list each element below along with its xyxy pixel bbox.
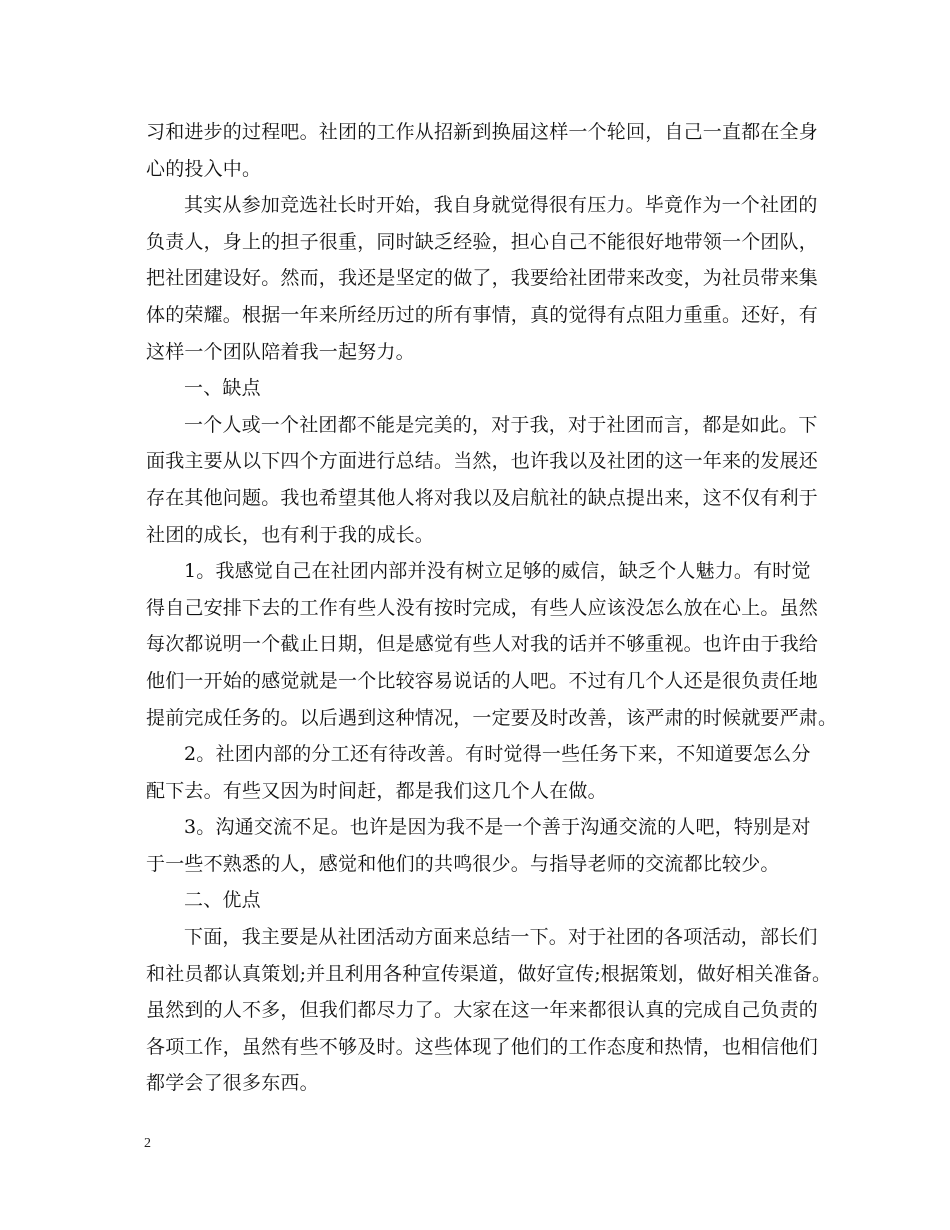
text-line: 2。社团内部的分工还有待改善。有时觉得一些任务下来，不知道要怎么分 — [184, 743, 811, 766]
heading-text: 二、优点 — [184, 889, 261, 912]
text-line: 虽然到的人不多，但我们都尽力了。大家在这一年来都很认真的完成自己负责的 — [146, 999, 819, 1022]
document-body — [146, 114, 838, 1102]
text-line: 他们一开始的感觉就是一个比较容易说话的人吧。不过有几个人还是很负责任地 — [146, 669, 819, 692]
text-line: 其实从参加竞选社长时开始，我自身就觉得很有压力。毕竟作为一个社团的 — [184, 194, 818, 217]
paragraph — [146, 553, 838, 736]
text-line: 社团的成长，也有利于我的成长。 — [146, 523, 435, 546]
text-line: 每次都说明一个截止日期，但是感觉有些人对我的话并不够重视。也许由于我给 — [146, 633, 819, 656]
text-line: 1。我感觉自己在社团内部并没有树立足够的威信，缺乏个人魅力。有时觉 — [184, 560, 811, 583]
paragraph — [146, 809, 816, 882]
paragraph — [146, 187, 819, 370]
heading-text: 一、缺点 — [184, 377, 261, 400]
paragraph — [146, 407, 819, 553]
paragraph — [146, 919, 832, 1102]
text-line: 面我主要从以下四个方面进行总结。当然，也许我以及社团的这一年来的发展还 — [146, 450, 819, 473]
text-line: 负责人，身上的担子很重，同时缺乏经验，担心自己不能很好地带领一个团队， — [146, 230, 819, 253]
text-line: 这样一个团队陪着我一起努力。 — [146, 340, 415, 363]
text-line: 都学会了很多东西。 — [146, 1072, 319, 1095]
section-heading — [146, 882, 816, 919]
text-line: 各项工作，虽然有些不够及时。这些体现了他们的工作态度和热情，也相信他们 — [146, 1035, 819, 1058]
text-line: 得自己安排下去的工作有些人没有按时完成，有些人应该没怎么放在心上。虽然 — [146, 596, 819, 619]
text-line: 提前完成任务的。以后遇到这种情况，一定要及时改善，该严肃的时候就要严肃。 — [146, 706, 838, 729]
text-line: 习和进步的过程吧。社团的工作从招新到换届这样一个轮回，自己一直都在全身 — [146, 121, 819, 143]
text-line: 配下去。有些又因为时间赶，都是我们这几个人在做。 — [146, 779, 607, 802]
paragraph — [146, 114, 819, 187]
text-line: 一个人或一个社团都不能是完美的，对于我，对于社团而言，都是如此。下 — [184, 413, 818, 436]
text-line: 3。沟通交流不足。也许是因为我不是一个善于沟通交流的人吧，特别是对 — [184, 816, 811, 839]
text-line: 心的投入中。 — [146, 157, 262, 180]
text-line: 存在其他问题。我也希望其他人将对我以及启航社的缺点提出来，这不仅有利于 — [146, 486, 819, 509]
text-line: 体的荣耀。根据一年来所经历过的所有事情，真的觉得有点阻力重重。还好，有 — [146, 303, 819, 326]
page-number: 2 — [144, 1136, 151, 1151]
text-line: 下面，我主要是从社团活动方面来总结一下。对于社团的各项活动，部长们 — [184, 926, 818, 949]
paragraph — [146, 736, 816, 809]
text-line: 把社团建设好。然而，我还是坚定的做了，我要给社团带来改变，为社员带来集 — [146, 267, 819, 290]
text-line: 于一些不熟悉的人，感觉和他们的共鸣很少。与指导老师的交流都比较少。 — [146, 852, 780, 875]
text-line: 和社员都认真策划;并且利用各种宣传渠道，做好宣传;根据策划，做好相关准备。 — [146, 962, 832, 985]
section-heading — [146, 370, 816, 407]
